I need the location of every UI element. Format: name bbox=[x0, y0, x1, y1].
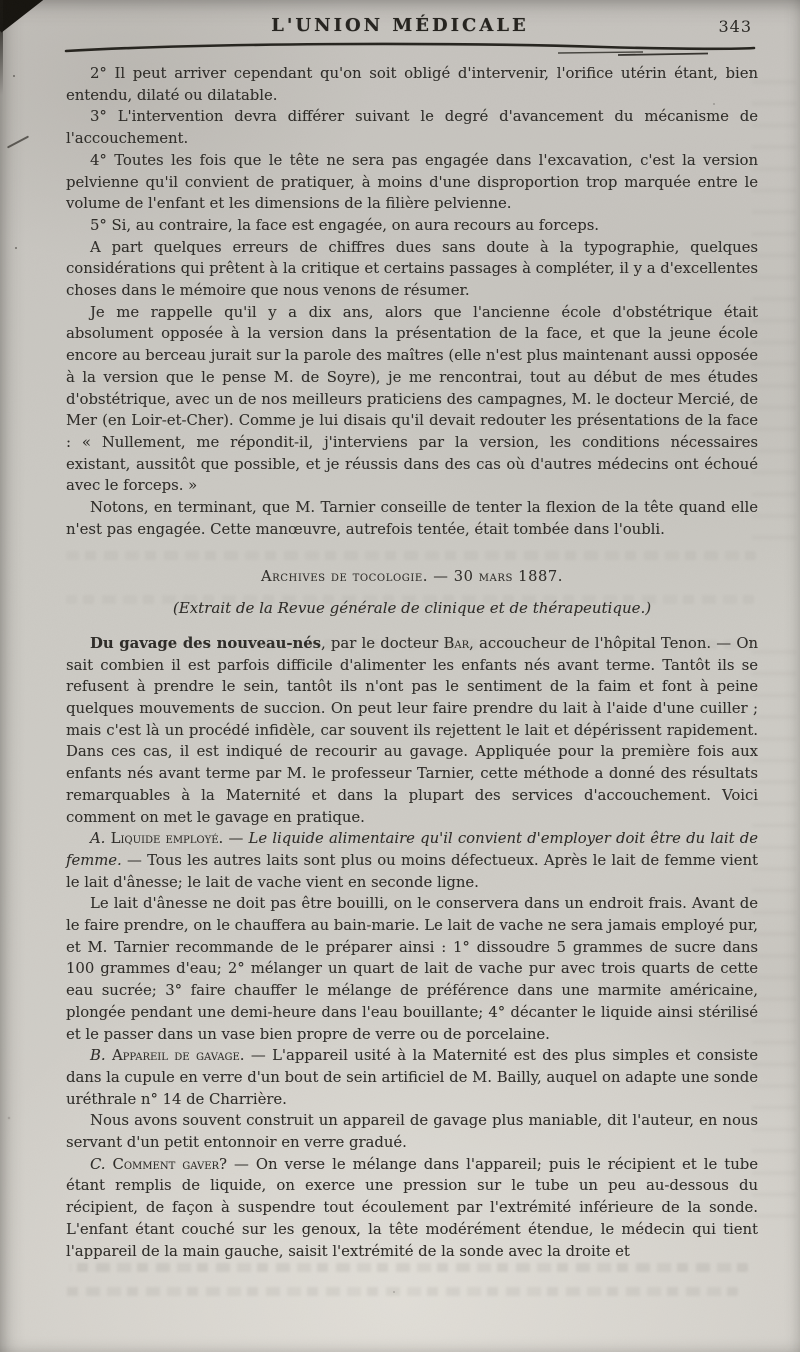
paragraph-text: — Tous les autres laits sont plus ou moins défectueux. Après le lait de femme vient le lait d'ânesse; le lait de vache vient en seconde ligne. bbox=[66, 851, 758, 891]
doctor-name-smallcaps: Bar bbox=[443, 634, 470, 652]
paragraph-intervenir bbox=[66, 63, 758, 106]
paragraph-text: 5° Si, au contraire, la face est engagée, on aura recours au forceps. bbox=[90, 216, 600, 234]
paragraph-text: , par le docteur bbox=[321, 634, 444, 652]
paragraph-text: Je me rappelle qu'il y a dix ans, alors que l'ancienne école d'obstétrique était absolument opposée à la version dans la présentation de la face, et que la jeune école encore au berceau jurait sur la parole des maîtres (elle n'est plus maintenant aussi opposée à la version que le pense M. de Soyre), je me rencontrai, tout au début de mes études d'obstétrique, avec un de nos meilleurs praticiens des campagnes, M. le docteur Mercié, de Mer (en Loir-et-Cher). Comme je lui disais qu'il devait redouter les présentations de la face : « Nullement, me répondit-il, j'interviens par la version, les conditions nécessaires existant, aussitôt que possible, et je réussis dans des cas où d'autres médecins ont échoué avec le forceps. » bbox=[66, 303, 758, 495]
paragraph-notons bbox=[66, 497, 758, 540]
journal-title: L'UNION MÉDICALE bbox=[271, 15, 529, 36]
paragraph-text: Nous avons souvent construit un appareil de gavage plus maniable, dit l'auteur, en nous servant d'un petit entonnoir en verre gradué. bbox=[66, 1112, 758, 1152]
paragraph-appareil-gavage bbox=[66, 1045, 758, 1110]
paragraph-comment-gaver bbox=[66, 1154, 758, 1263]
paragraph-text: . — L'appareil usité à la Maternité est des plus simples et consiste dans la cupule en verre d'un bout de sein artificiel de M. Bailly, auquel on adapte une sonde uréthrale n° 14 de Charrière. bbox=[66, 1047, 759, 1108]
paragraph-liquide-employe bbox=[66, 828, 758, 893]
item-letter: C. bbox=[90, 1155, 113, 1173]
bleed-through-line bbox=[66, 1287, 738, 1296]
paragraph-entonnoir bbox=[66, 1110, 758, 1153]
paragraph-text: 2° Il peut arriver cependant qu'on soit obligé d'intervenir, l'orifice utérin étant, bien entendu, dilaté ou dilatable. bbox=[66, 65, 758, 104]
paragraph-text: , accoucheur de l'hôpital Tenon. — On sait combien il est parfois difficile d'alimenter les enfants nés avant terme. Tantôt ils se refusent à prendre le sein, tantôt ils n'ont pas le sentiment de la faim et font à peine quelques mouvements de succion. On peut leur faire prendre du lait à l'aide d'une cuiller ; mais c'est là un procédé infidèle, car souvent ils rejettent le lait et dépérissent rapidement. Dans ces cas, il est indiqué de recourir au gavage. Appliquée pour la première fois aux enfants nés avant terme par M. le professeur Tarnier, cette méthode a donné des résultats remarquables à la Maternité et dans la plupart des services d'accouchement. Voici comment on met le gavage en pratique. bbox=[66, 634, 758, 826]
section-heading-archives bbox=[66, 566, 758, 588]
header-rule bbox=[58, 40, 762, 58]
paragraph-version-pelvienne bbox=[66, 150, 758, 215]
paragraph-souvenir bbox=[66, 302, 758, 497]
paragraph-text: Notons, en terminant, que M. Tarnier conseille de tenter la flexion de la tête quand elle n'est pas engagée. Cette manœuvre, autrefois tentée, était tombée dans l'oubli. bbox=[66, 499, 758, 538]
page-number: 343 bbox=[718, 17, 752, 36]
paragraph-forceps bbox=[66, 215, 758, 237]
page-body bbox=[66, 63, 758, 1262]
bleed-through-margin bbox=[752, 80, 796, 540]
section-heading-text: Archives de tocologie. — 30 mars 1887. bbox=[261, 568, 563, 586]
item-heading-smallcaps: Appareil de gavage bbox=[112, 1047, 240, 1065]
paper-specks bbox=[13, 75, 15, 77]
gavage-bold-lead: Du gavage des nouveau-nés bbox=[90, 634, 321, 652]
bleed-through-line bbox=[70, 1263, 748, 1272]
item-heading-smallcaps: Comment gaver bbox=[112, 1155, 220, 1173]
paragraph-text: Le lait d'ânesse ne doit pas être bouilli, on le conservera dans un endroit frais. Avant de le faire prendre, on le chauffera au bain-marie. Le lait de vache ne sera jamais employé pur, et M. Tarnier recommande de le préparer ainsi : 1° dissoudre 5 grammes de sucre dans 100 grammes d'eau; 2° mélanger un quart de lait de vache pur avec trois quarts de cette eau sucrée; 3° faire chauffer le mélange de préférence dans une marmite américaine, plongée pendant une demi-heure dans l'eau bouillante; 4° décanter le liquide ainsi stérilisé et le passer dans un vase bien propre de verre ou de porcelaine. bbox=[66, 895, 758, 1043]
italic-statement: Le liquide alimentaire qu'il convient d'employer doit être du lait de femme. bbox=[66, 830, 758, 869]
item-letter: B. bbox=[90, 1047, 112, 1065]
paragraph-text: ? — On verse le mélange dans l'appareil; puis le récipient et le tube étant remplis de liquide, on exerce une pression sur le tube un peu au-dessous du récipient, de façon à suspendre tout écoulement par l'extrémité inférieure de la sonde. L'enfant étant couché sur les genoux, la tête modérément étendue, le médecin qui tient l'appareil de la main gauche, saisit l'extrémité de la sonde avec la droite et bbox=[66, 1155, 758, 1260]
paragraph-critique bbox=[66, 237, 758, 302]
item-heading-smallcaps: Liquide employé bbox=[110, 830, 219, 848]
paragraph-text: A part quelques erreurs de chiffres dues sans doute à la typographie, quelques considérations qui prêtent à la critique et certains passages à compléter, il y a d'excellentes choses dans le mémoire que nous venons de résumer. bbox=[66, 238, 758, 300]
item-letter: A. bbox=[90, 830, 111, 848]
paragraph-text: . — bbox=[218, 830, 249, 848]
paragraph-lait-anesse bbox=[66, 893, 758, 1045]
extrait-subtitle: (Extrait de la Revue générale de clinique et de thérapeutique.) bbox=[172, 599, 652, 618]
paragraph-intervention bbox=[66, 106, 758, 149]
bleed-through-margin bbox=[752, 650, 796, 1230]
paragraph-text: 3° L'intervention devra différer suivant le degré d'avancement du mécanisme de l'accouchement. bbox=[66, 108, 758, 148]
paragraph-text: 4° Toutes les fois que le tête ne sera pas engagée dans l'excavation, c'est la version pelvienne qu'il convient de pratiquer, à moins d'une disproportion trop marquée entre le volume de l'enfant et les dimensions de la filière pelvienne. bbox=[66, 151, 758, 213]
paragraph-gavage bbox=[66, 633, 758, 828]
pen-slash-mark bbox=[7, 135, 29, 148]
